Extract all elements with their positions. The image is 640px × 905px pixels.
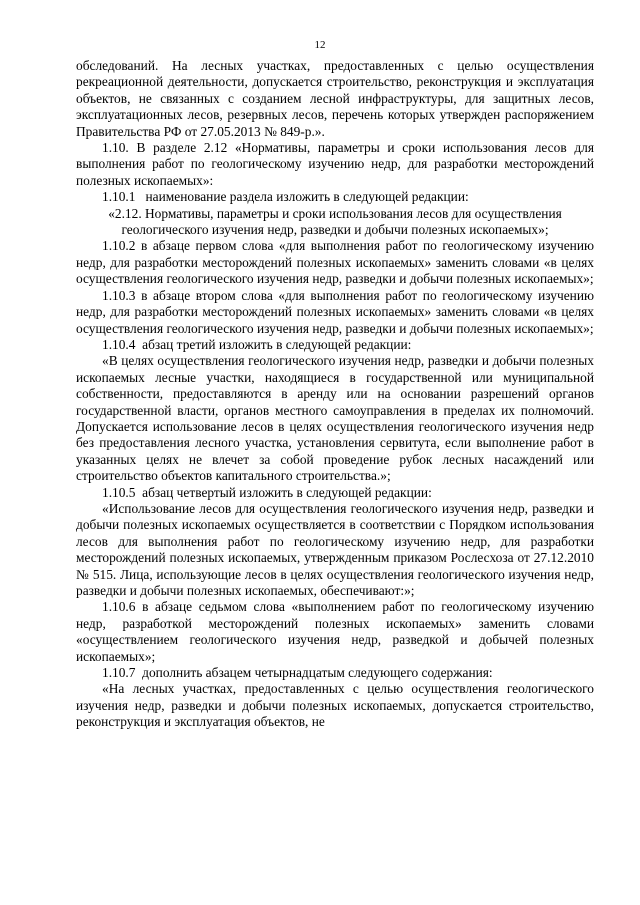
paragraph: 1.10.5 абзац четвертый изложить в следующей редакции:	[102, 484, 432, 500]
paragraph: «В целях осуществления геологического изучения недр, разведки и добычи полезных ископаемых лесные участки, находящиеся в государственной или муниципальной собственности, предоставляются в аренду или на основании разрешений органов государственной власти, органов местного самоуправления в пределах их полномочий. Допускается использование лесов в целях осуществления геологического изучения недр без предоставления лесного участка, установления сервитута, если выполнение работ в указанных целях не влечет за собой проведение рубок лесных насаждений или строительство объектов капитального строительства.»;	[76, 353, 594, 484]
paragraph: 1.10. В разделе 2.12 «Нормативы, параметры и сроки использования лесов для выполнения работ по геологическому изучению недр, для разработки месторождений полезных ископаемых»:	[76, 140, 594, 188]
paragraph: обследований. На лесных участках, предоставленных с целью осуществления рекреационной деятельности, допускается строительство, реконструкция и эксплуатация объектов, не связанных с созданием лесной инфраструктуры, для защитных лесов, эксплуатационных лесов, резервных лесов, перечень которых утвержден распоряжением Правительства РФ от 27.05.2013 № 849-р.».	[76, 58, 594, 139]
paragraph: «2.12. Нормативы, параметры и сроки использования лесов для осуществления геологического изучения недр, разведки и добычи полезных ископаемых»;	[108, 205, 562, 238]
page-number: 12	[314, 39, 326, 51]
paragraph: 1.10.6 в абзаце седьмом слова «выполнением работ по геологическому изучению недр, разработкой месторождений полезных ископаемых» заменить словами «осуществлением геологического изучения недр, разведкой и добычей полезных ископаемых»;	[76, 599, 594, 664]
paragraph: «Использование лесов для осуществления геологического изучения недр, разведки и добычи полезных ископаемых осуществляется в соответствии с Порядком использования лесов для выполнения работ по геологическому изучению недр, для разработки месторождений полезных ископаемых, утвержденным приказом Рослесхоза от 27.12.2010 № 515. Лица, использующие лесов в целях осуществления геологического изучения недр, разведки и добычи полезных ископаемых, обеспечивают:»;	[76, 500, 594, 598]
paragraph: 1.10.2 в абзаце первом слова «для выполнения работ по геологическому изучению недр, для разработки месторождений полезных ископаемых» заменить словами «в целях осуществления геологического изучения недр, разведки и добычи полезных ископаемых»;	[76, 238, 594, 287]
paragraph: «На лесных участках, предоставленных с целью осуществления геологического изучения недр, разведки и добычи полезных ископаемых, допускается строительство, реконструкция и эксплуатация объектов, не	[76, 681, 594, 730]
paragraph: 1.10.1 наименование раздела изложить в следующей редакции:	[102, 189, 469, 205]
paragraph: 1.10.4 абзац третий изложить в следующей редакции:	[102, 336, 412, 352]
paragraph: 1.10.7 дополнить абзацем четырнадцатым следующего содержания:	[102, 665, 493, 681]
paragraph: 1.10.3 в абзаце втором слова «для выполнения работ по геологическому изучению недр, для разработки месторождений полезных ископаемых» заменить словами «в целях осуществления геологического изучения недр, разведки и добычи полезных ископаемых»;	[76, 287, 594, 336]
document-body	[76, 58, 594, 731]
